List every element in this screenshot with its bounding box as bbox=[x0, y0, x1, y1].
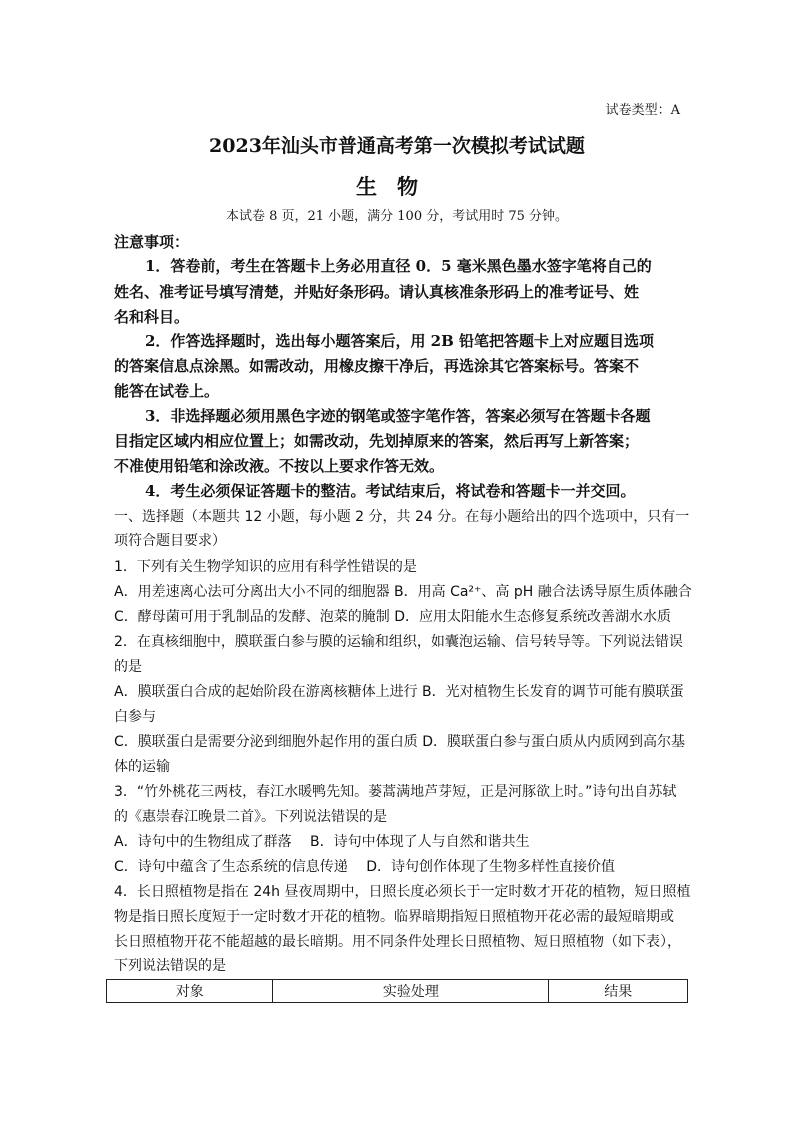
question-line: 长日照植物开花不能超越的最长暗期。用不同条件处理长日照植物、短日照植物（如下表）， bbox=[114, 934, 681, 950]
note-line: 不准使用铅笔和涂改液。不按以上要求作答无效。 bbox=[114, 457, 445, 475]
question-line: 体的运输 bbox=[114, 759, 170, 775]
note-line: 能答在试卷上。 bbox=[114, 382, 220, 400]
table-header-row bbox=[107, 980, 688, 1003]
note-line: 名和科目。 bbox=[114, 308, 190, 326]
note-line: 姓名、准考证号填写清楚，并贴好条形码。请认真核准条形码上的准考证号、姓 bbox=[114, 283, 640, 301]
note-line: 目指定区域内相应位置上；如需改动，先划掉原来的答案，然后再写上新答案； bbox=[114, 432, 640, 450]
question-line: C．膜联蛋白是需要分泌到细胞外起作用的蛋白质 D．膜联蛋白参与蛋白质从内质网到高尔基 bbox=[114, 734, 686, 750]
paper-type: 试卷类型：A bbox=[605, 103, 680, 118]
exam-title: 2023年汕头市普通高考第一次模拟考试试题 bbox=[209, 135, 585, 157]
question-line: C．酵母菌可用于乳制品的发酵、泡菜的腌制 D．应用太阳能水生态修复系统改善湖水水质 bbox=[114, 609, 672, 625]
question-line: 1．下列有关生物学知识的应用有科学性错误的是 bbox=[114, 559, 417, 575]
question-line: 下列说法错误的是 bbox=[114, 958, 226, 974]
subject-title: 生物 bbox=[356, 174, 438, 199]
note-line: 2．作答选择题时，选出每小题答案后，用 2B 铅笔把答题卡上对应题目选项 bbox=[145, 332, 654, 350]
question-line: A．用差速离心法可分离出大小不同的细胞器 B．用高 Ca²⁺、高 pH 融合法诱导原生质体融合 bbox=[114, 584, 692, 600]
exam-info: 本试卷 8 页，21 小题，满分 100 分，考试用时 75 分钟。 bbox=[225, 209, 569, 224]
note-line: 1．答卷前，考生在答题卡上务必用直径 0．5 毫米黑色墨水签字笔将自己的 bbox=[145, 257, 652, 275]
table-header-object: 对象 bbox=[107, 980, 273, 1003]
question-line: A．膜联蛋白合成的起始阶段在游离核糖体上进行 B．光对植物生长发育的调节可能有膜联蛋 bbox=[114, 684, 684, 700]
question-line: 白参与 bbox=[114, 709, 156, 725]
note-line: 3．非选择题必须用黑色字迹的钢笔或签字笔作答，答案必须写在答题卡各题 bbox=[145, 407, 651, 425]
note-line: 4．考生必须保证答题卡的整洁。考试结束后，将试卷和答题卡一并交回。 bbox=[145, 482, 636, 500]
table-header-result: 结果 bbox=[549, 980, 688, 1003]
notes-heading: 注意事项： bbox=[114, 233, 190, 251]
question-line: A．诗句中的生物组成了群落 B．诗句中体现了人与自然和谐共生 bbox=[114, 834, 530, 850]
question-line: C．诗句中蕴含了生态系统的信息传递 D．诗句创作体现了生物多样性直接价值 bbox=[114, 859, 616, 875]
section-heading: 一、选择题（本题共 12 小题，每小题 2 分，共 24 分。在每小题给出的四个选项中，只有一 bbox=[114, 509, 690, 525]
table-header-treatment: 实验处理 bbox=[273, 980, 549, 1003]
question-line: 4．长日照植物是指在 24h 昼夜周期中，日照长度必须长于一定时数才开花的植物，短日照植 bbox=[114, 884, 691, 900]
question-line: 2．在真核细胞中，膜联蛋白参与膜的运输和组织，如囊泡运输、信号转导等。下列说法错误 bbox=[114, 634, 683, 650]
note-line: 的答案信息点涂黑。如需改动，用橡皮擦干净后，再选涂其它答案标号。答案不 bbox=[114, 357, 640, 375]
question-line: 的《惠崇春江晚景二首》。下列说法错误的是 bbox=[114, 809, 387, 825]
question-line: 的是 bbox=[114, 659, 142, 675]
experiment-table bbox=[106, 979, 688, 1003]
section-heading: 项符合题目要求） bbox=[114, 533, 226, 549]
question-line: 物是指日照长度短于一定时数才开花的植物。临界暗期指短日照植物开花必需的最短暗期或 bbox=[114, 909, 674, 925]
question-line: 3．“竹外桃花三两枝，春江水暖鸭先知。蒌蒿满地芦芽短，正是河豚欲上时。”诗句出自苏轼 bbox=[114, 784, 677, 800]
